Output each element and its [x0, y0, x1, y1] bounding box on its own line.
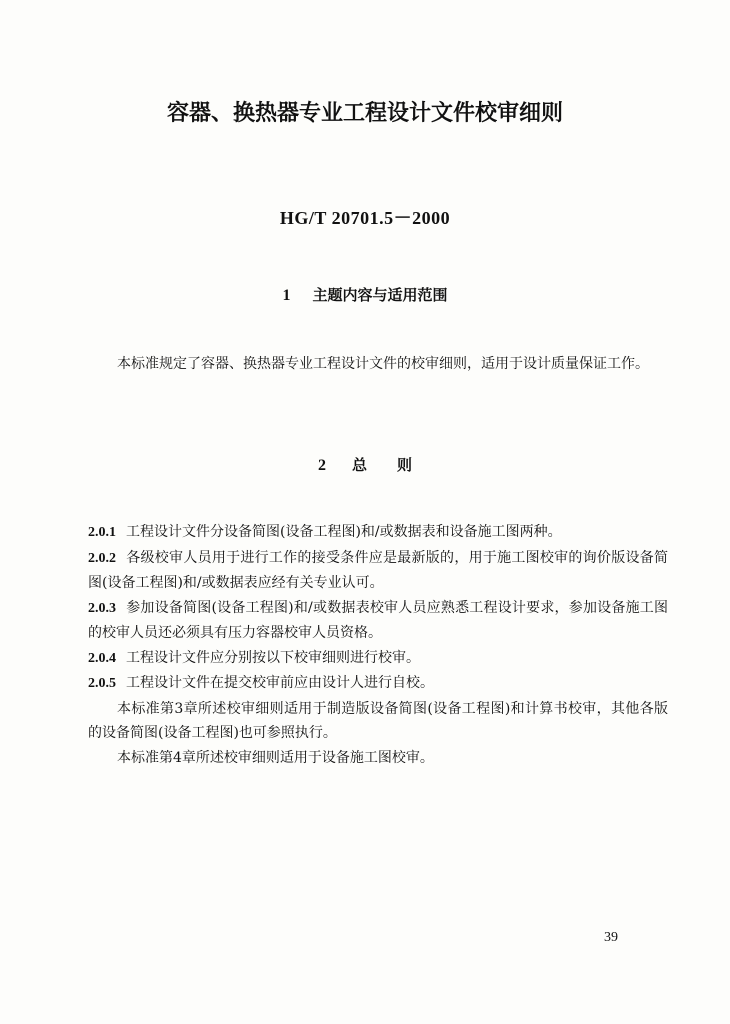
section-number: 2 [317, 457, 326, 474]
section-2-heading [0, 454, 730, 475]
clause-text: 工程设计文件在提交校审前应由设计人进行自校。 [126, 675, 434, 691]
clause-text: 各级校审人员用于进行工作的接受条件应是最新版的，用于施工图校审的询价版设备简图(设备工程图)和/或数据表应经有关专业认可。 [88, 549, 668, 591]
clause-2-0-2 [88, 546, 668, 596]
clause-2-0-5 [88, 671, 668, 697]
standard-code: HG/T 20701.5－2000 [279, 208, 451, 228]
section-1-heading [0, 284, 730, 305]
clause-2-0-1 [88, 520, 668, 546]
section-title: 主题内容与适用范围 [312, 286, 448, 304]
note-paragraph: 本标准第3章所述校审细则适用于制造版设备简图(设备工程图)和计算书校审，其他各版的设备简图(设备工程图)也可参照执行。 [88, 700, 668, 741]
document-title: 容器、换热器专业工程设计文件校审细则 [166, 101, 563, 126]
note-paragraph: 本标准第4章所述校审细则适用于设备施工图校审。 [117, 749, 434, 766]
section-number: 1 [282, 287, 291, 304]
clause-number: 2.0.2 [88, 550, 116, 566]
clause-number: 2.0.1 [88, 525, 116, 540]
clause-text: 工程设计文件分设备简图(设备工程图)和/或数据表和设备施工图两种。 [126, 524, 562, 540]
clause-2-0-3 [88, 596, 668, 646]
clause-number: 2.0.3 [88, 600, 116, 616]
clause-number: 2.0.4 [88, 650, 116, 666]
scope-paragraph: 本标准规定了容器、换热器专业工程设计文件的校审细则，适用于设计质量保证工作。 [117, 356, 649, 372]
clause-text: 工程设计文件应分别按以下校审细则进行校审。 [126, 649, 420, 666]
clause-2-0-4 [88, 646, 668, 672]
general-clauses [88, 520, 668, 770]
page-number: 39 [604, 930, 618, 945]
section-title: 总则 [351, 456, 442, 474]
clause-text: 参加设备简图(设备工程图)和/或数据表校审人员应熟悉工程设计要求，参加设备施工图的校审人员还必须具有压力容器校审人员资格。 [88, 599, 668, 641]
clause-number: 2.0.5 [88, 676, 116, 691]
